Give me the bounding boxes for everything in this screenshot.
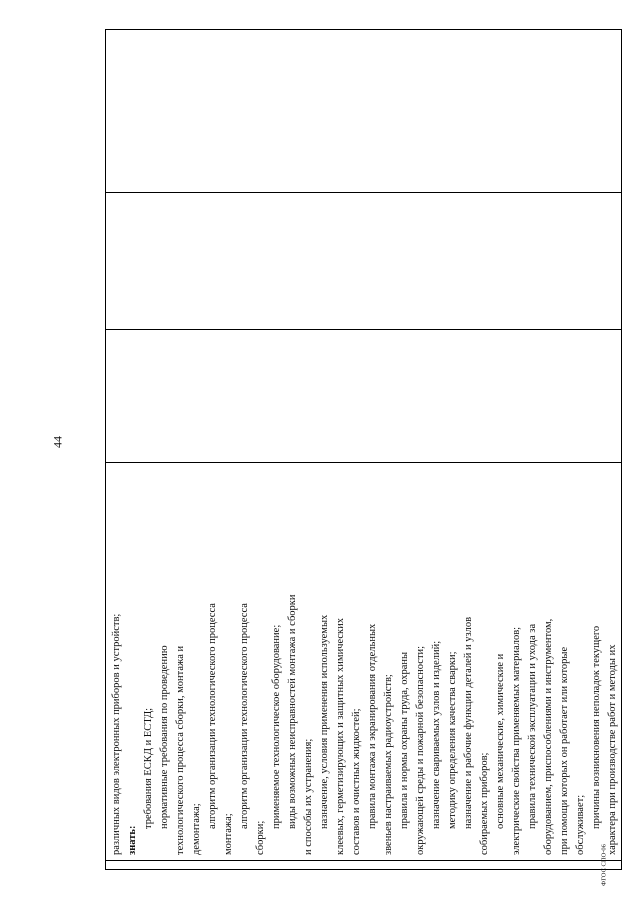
empty-cell-1 — [106, 330, 622, 463]
text-line: методику определения качества сварки; — [447, 651, 458, 829]
text-line: и способы их устранения; — [303, 738, 314, 855]
requirements-text — [109, 467, 621, 855]
text-line: основные механические, химические и — [495, 653, 506, 829]
text-line: окружающей среды и пожарной безопасности; — [415, 645, 426, 855]
document-footer: ФГОС СПО-06 — [600, 844, 608, 886]
code-cell — [106, 861, 622, 870]
text-line: сборки; — [255, 820, 266, 855]
text-line: клеевых, герметизирующих и защитных химических — [335, 617, 346, 855]
text-line: электрические свойства применяемых материалов; — [511, 626, 522, 855]
text-line: монтажа; — [223, 813, 234, 855]
competency-table — [105, 29, 622, 870]
text-line: алгоритм организации технологического процесса — [207, 603, 218, 829]
page-number: 44 — [50, 436, 65, 448]
text-line: нормативные требования по проведению — [159, 645, 170, 829]
empty-cell-3 — [106, 30, 622, 193]
text-line: составов и очистных жидкостей; — [351, 708, 362, 855]
knowledge-requirements-cell — [106, 463, 622, 861]
text-line: правила монтажа и экранирования отдельных — [367, 623, 378, 829]
text-line: собираемых приборов; — [479, 752, 490, 855]
text-line: правила технической эксплуатации и ухода за — [527, 623, 538, 829]
text-line: причины возникновения неполадок текущего — [591, 625, 602, 829]
text-line: алгоритм организации технологического процесса — [239, 603, 250, 829]
empty-cell-2 — [106, 193, 622, 330]
table-row — [106, 30, 622, 870]
text-line: требования ЕСКД и ЕСТД; — [143, 707, 154, 829]
text-line: демонтажа; — [191, 803, 202, 855]
text-line: назначение и рабочие функции деталей и узлов — [463, 616, 474, 829]
text-line: знать: — [127, 825, 138, 855]
text-line: характера при производстве работ и методы их — [607, 644, 618, 855]
text-line: различных видов электронных приборов и устройств; — [111, 613, 122, 855]
text-line: при помощи которых он работает или которые — [559, 646, 570, 855]
text-line: правила и нормы охраны труда, охраны — [399, 651, 410, 829]
text-line: виды возможных неисправностей монтажа и сборки — [287, 594, 298, 829]
text-line: технологического процесса сборки, монтажа и — [175, 645, 186, 855]
text-line: назначение свариваемых узлов и изделий; — [431, 640, 442, 829]
text-line: применяемое технологическое оборудование; — [271, 624, 282, 829]
text-line: назначение, условия применения используемых — [319, 614, 330, 829]
text-line: звеньев настраиваемых радиоустройств; — [383, 674, 394, 855]
text-line: оборудованием, приспособлениями и инструментом, — [543, 618, 554, 855]
text-line: обслуживает; — [575, 794, 586, 855]
